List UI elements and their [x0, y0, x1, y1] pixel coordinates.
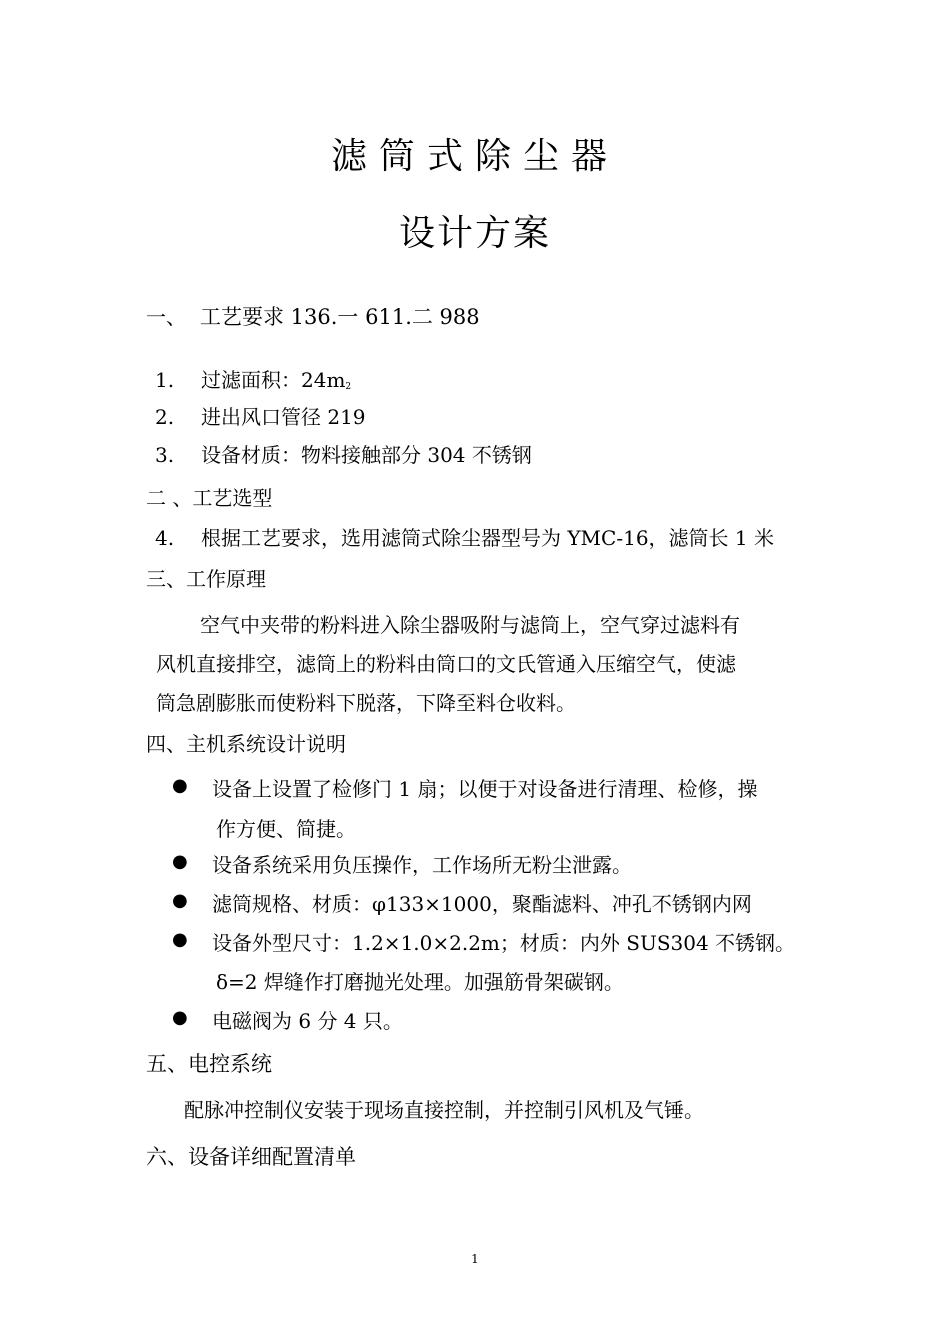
list-item: [155, 364, 351, 393]
list-item: [155, 439, 532, 468]
bullet-icon: ●: [172, 890, 188, 911]
item-text: 根据工艺要求，选用滤筒式除尘器型号为 YMC-16，滤筒长 1 米: [201, 526, 774, 550]
section-1-title: 工艺要求 136.一 611.二 988: [200, 305, 480, 329]
section-1-heading: [146, 301, 480, 331]
document-title: 滤筒式除尘器: [330, 136, 619, 177]
principle-line-2: 风机直接排空，滤筒上的粉料由筒口的文氏管通入压缩空气，使滤: [156, 652, 736, 676]
bullet-icon: ●: [172, 851, 188, 872]
list-item: [155, 401, 366, 430]
bullet-text: 电磁阀为 6 分 4 只。: [212, 1009, 403, 1033]
bullet-text-continued: δ=2 焊缝作打磨抛光处理。加强筋骨架碳钢。: [216, 970, 624, 994]
section-4-heading: 四、主机系统设计说明: [146, 732, 346, 756]
bullet-icon: ●: [172, 775, 188, 796]
item-text: 进出风口管径 219: [201, 405, 366, 429]
document-subtitle: 设计方案: [398, 213, 551, 254]
page-number: 1: [471, 1252, 479, 1266]
bullet-icon: ●: [172, 929, 188, 950]
bullet-text: 设备系统采用负压操作，工作场所无粉尘泄露。: [212, 853, 632, 877]
item-text: 设备材质：物料接触部分 304 不锈钢: [201, 443, 532, 467]
section-1-number: 一、: [146, 305, 186, 329]
item-unit-superscript: 2: [345, 382, 352, 392]
item-text: 过滤面积：24m: [201, 368, 346, 392]
control-text: 配脉冲控制仪安装于现场直接控制，并控制引风机及气锤。: [184, 1098, 704, 1122]
section-5-heading: 五、电控系统: [146, 1052, 272, 1076]
bullet-text: 设备外型尺寸：1.2×1.0×2.2m；材质：内外 SUS304 不锈钢。: [212, 931, 796, 955]
section-2-heading: 二 、工艺选型: [146, 486, 273, 510]
bullet-text-continued: 作方便、简捷。: [216, 817, 356, 841]
section-6-heading: 六、设备详细配置清单: [146, 1145, 356, 1169]
bullet-text: 设备上设置了检修门 1 扇；以便于对设备进行清理、检修，操: [212, 777, 758, 801]
bullet-icon: ●: [172, 1007, 188, 1028]
item-number: 3.: [155, 443, 175, 467]
item-number: 1.: [155, 368, 175, 392]
list-item: [155, 522, 774, 551]
principle-line-1: 空气中夹带的粉料进入除尘器吸附与滤筒上，空气穿过滤料有: [200, 613, 740, 637]
item-number: 2.: [155, 405, 175, 429]
bullet-text: 滤筒规格、材质：φ133×1000，聚酯滤料、冲孔不锈钢内网: [212, 892, 752, 916]
item-number: 4.: [155, 526, 175, 550]
principle-line-3: 筒急剧膨胀而使粉料下脱落，下降至料仓收料。: [156, 691, 576, 715]
section-3-heading: 三、工作原理: [146, 567, 266, 591]
